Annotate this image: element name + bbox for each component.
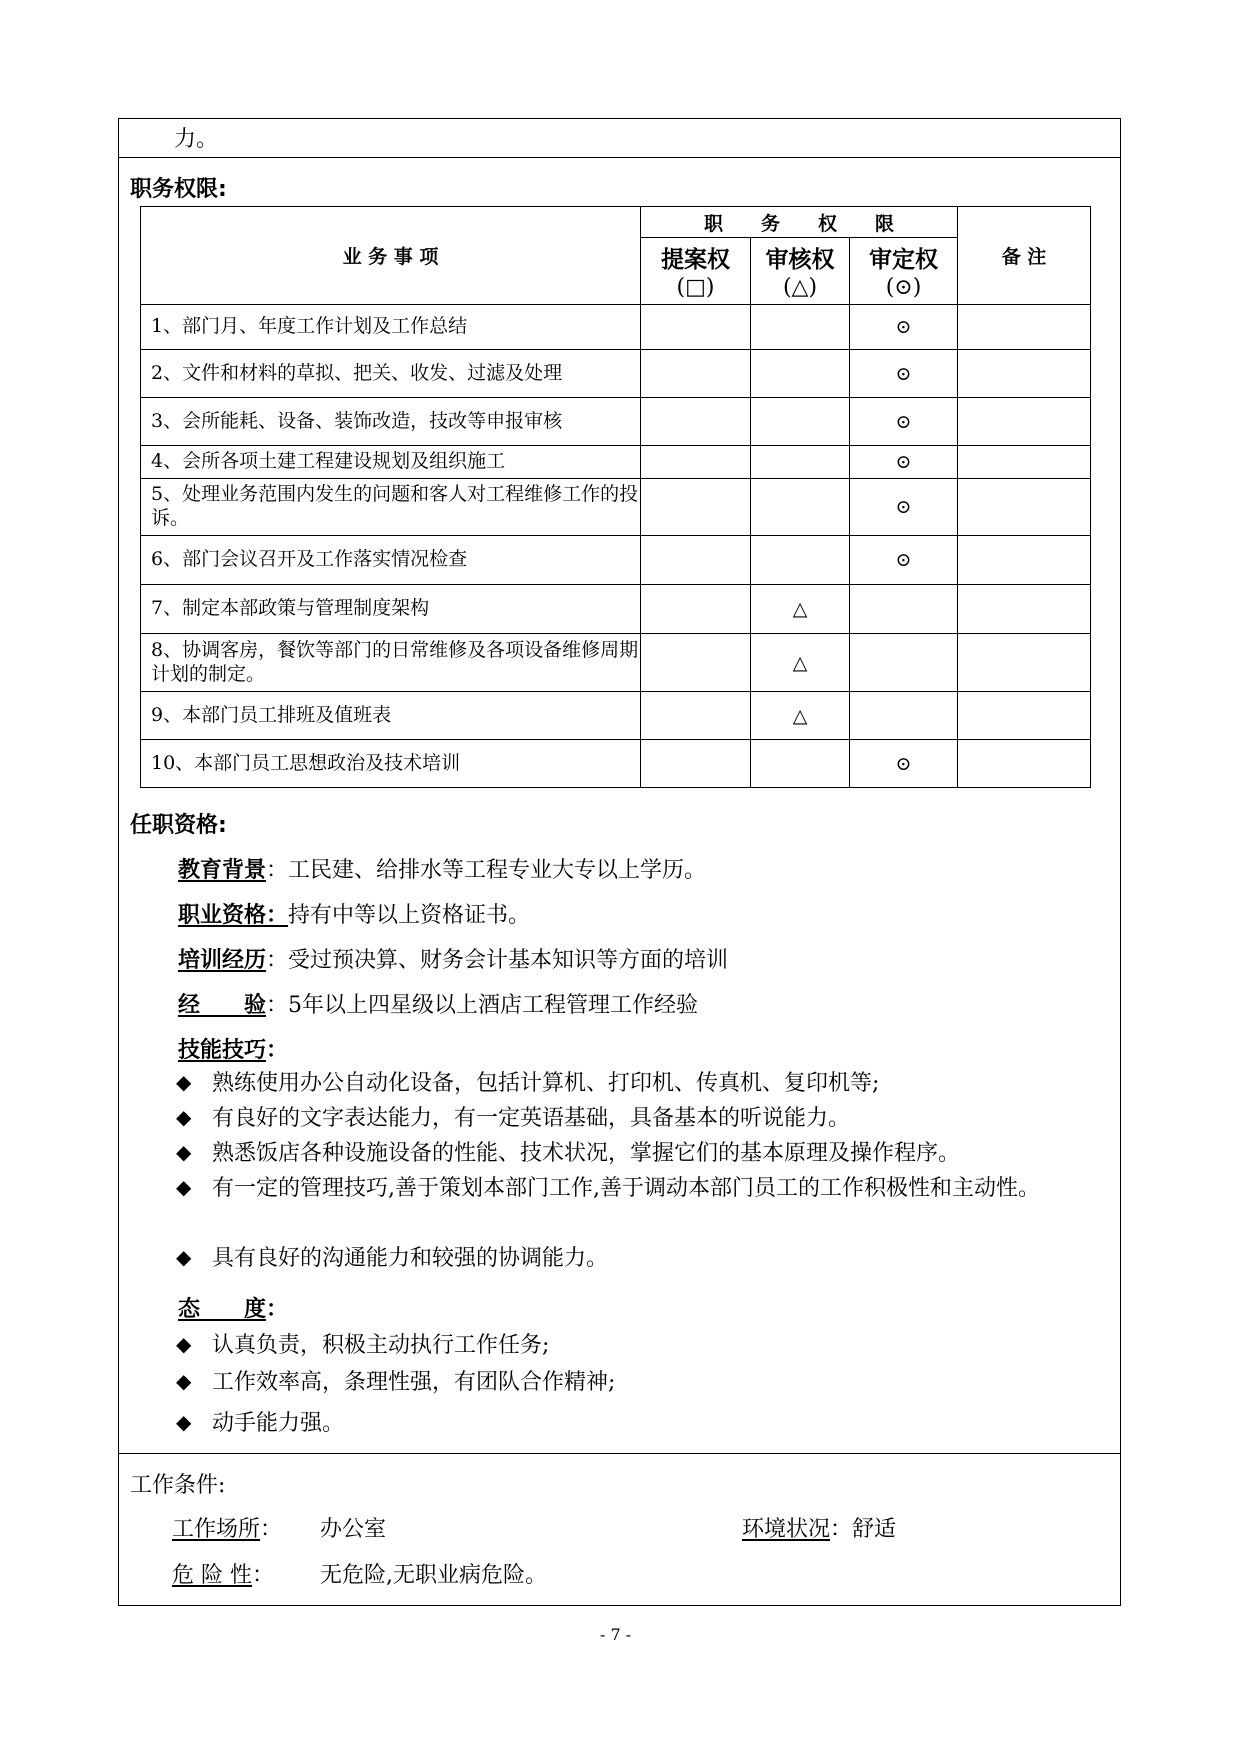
training-line: [178, 943, 728, 974]
training-label: 培训经历: [178, 948, 267, 973]
table-row: 7、制定本部政策与管理制度架构 △: [141, 585, 1091, 634]
environment-line: 环境状况：舒适: [742, 1517, 897, 1542]
table-row: 6、部门会议召开及工作落实情况检查 ⊙: [141, 536, 1091, 585]
authority-table: [140, 206, 1091, 788]
divider: [118, 1453, 1121, 1454]
section-title-qualifications: 任职资格:: [130, 813, 227, 838]
environment-label: 环境状况: [742, 1517, 831, 1542]
section-title-authority: 职务权限:: [130, 177, 227, 202]
skills-heading: 技能技巧：: [178, 1038, 289, 1063]
divider: [118, 157, 1121, 158]
diamond-bullet-icon: ◆: [176, 1369, 192, 1393]
header-business-item: 业 务 事 项: [141, 207, 641, 305]
diamond-bullet-icon: ◆: [176, 1410, 192, 1434]
experience-label: 经 验: [178, 993, 267, 1018]
table-row: 5、处理业务范围内发生的问题和客人对工程维修工作的投诉。 ⊙: [141, 479, 1091, 536]
attitude-heading: 态 度：: [178, 1297, 289, 1322]
header-propose: 提案权 (□): [641, 238, 751, 305]
header-authority-group: 职 务 权 限: [641, 207, 958, 238]
header-review: 审核权 (△): [751, 238, 850, 305]
risk-label: 危 险 性: [172, 1563, 252, 1588]
diamond-bullet-icon: ◆: [176, 1105, 192, 1129]
experience-line: [178, 988, 698, 1019]
education-label: 教育背景: [178, 858, 267, 883]
risk-line: 危 险 性：: [172, 1563, 275, 1588]
education-value: ：工民建、给排水等工程专业大专以上学历。: [266, 858, 707, 883]
table-row: 9、本部门员工排班及值班表 △: [141, 692, 1091, 740]
table-row: 10、本部门员工思想政治及技术培训 ⊙: [141, 740, 1091, 788]
experience-value: ：5年以上四星级以上酒店工程管理工作经验: [266, 993, 699, 1018]
continued-text: 力。: [174, 127, 219, 152]
table-row: 4、会所各项土建工程建设规划及组织施工 ⊙: [141, 446, 1091, 479]
environment-value: 舒适: [852, 1517, 897, 1542]
skills-label: 技能技巧: [178, 1038, 267, 1063]
header-approve: 审定权 (⊙): [850, 238, 958, 305]
place-value: 办公室: [320, 1517, 387, 1542]
place-label: 工作场所: [172, 1517, 261, 1542]
diamond-bullet-icon: ◆: [176, 1175, 192, 1199]
training-value: ：受过预决算、财务会计基本知识等方面的培训: [266, 948, 729, 973]
table-row: 1、部门月、年度工作计划及工作总结 ⊙: [141, 305, 1091, 350]
professional-label: 职业资格：: [178, 903, 289, 928]
professional-line: [178, 898, 530, 929]
table-row: 3、会所能耗、设备、装饰改造，技改等申报审核 ⊙: [141, 398, 1091, 446]
section-title-conditions: 工作条件:: [130, 1473, 226, 1498]
table-row: 2、文件和材料的草拟、把关、收发、过滤及处理 ⊙: [141, 350, 1091, 398]
page-number: - 7 -: [600, 1625, 632, 1644]
diamond-bullet-icon: ◆: [176, 1332, 192, 1356]
attitude-label: 态 度: [178, 1297, 267, 1322]
professional-value: 持有中等以上资格证书。: [288, 903, 531, 928]
header-remark: 备 注: [958, 207, 1091, 305]
diamond-bullet-icon: ◆: [176, 1245, 192, 1269]
education-line: [178, 853, 706, 884]
diamond-bullet-icon: ◆: [176, 1070, 192, 1094]
place-line: 工作场所：: [172, 1517, 283, 1542]
risk-value: 无危险,无职业病危险。: [320, 1563, 547, 1588]
diamond-bullet-icon: ◆: [176, 1140, 192, 1164]
table-row: 8、协调客房，餐饮等部门的日常维修及各项设备维修周期计划的制定。 △: [141, 634, 1091, 692]
